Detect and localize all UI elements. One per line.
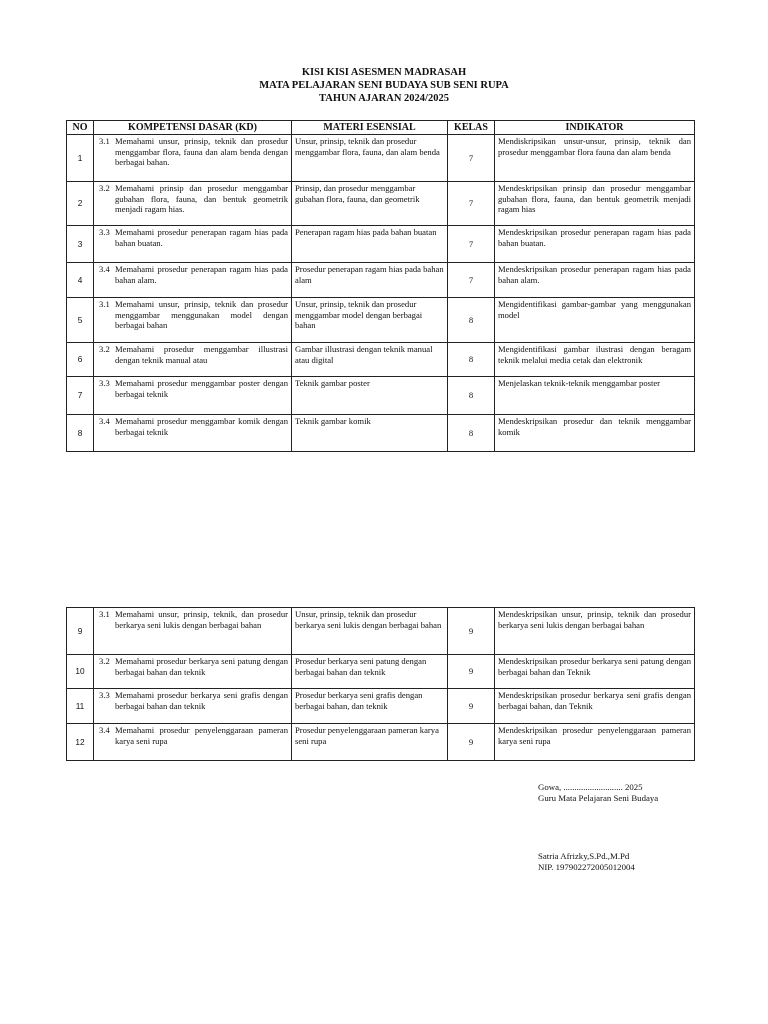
kd-text: Memahami prosedur penyelenggaraan pameran karya seni rupa [115,725,288,746]
materi-cell: Prosedur penyelenggaraan pameran karya seni rupa [292,724,448,761]
materi-cell: Prinsip, dan prosedur menggambar gubahan flora, fauna, dan geometrik [292,182,448,226]
table-row [67,298,695,343]
kelas-cell: 9 [448,655,495,689]
kd-number: 3.2 [99,183,110,193]
kelas-cell: 7 [448,135,495,182]
kd-cell [94,135,292,182]
kelas-cell: 7 [448,182,495,226]
grid-table-page2 [66,607,695,761]
kelas-cell: 9 [448,724,495,761]
table-row [67,182,695,226]
kd-text: Memahami unsur, prinsip, teknik dan prosedur menggambar menggunakan model dengan berbagai bahan [115,299,288,330]
materi-cell: Prosedur berkarya seni patung dengan berbagai bahan dan teknik [292,655,448,689]
kd-number: 3.3 [99,378,110,388]
kd-text: Memahami prinsip dan prosedur menggambar gubahan flora, fauna, dan bentuk geometrik menjadi ragam hias. [115,183,288,214]
kd-text: Memahami unsur, prinsip, teknik dan prosedur menggambar flora, fauna dan alam benda dengan berbagai bahan. [115,136,288,167]
row-number: 10 [67,655,94,689]
kd-cell [94,689,292,724]
document-title: KISI KISI ASESMEN MADRASAH [301,67,467,78]
row-number: 2 [67,182,94,226]
kd-cell [94,724,292,761]
column-header-kd: KOMPETENSI DASAR (KD) [94,121,292,135]
signature-name: Satria Afrizky,S.Pd.,M.Pd [538,851,630,861]
row-number: 1 [67,135,94,182]
kelas-cell: 7 [448,226,495,263]
grid-table-page1 [66,120,695,452]
materi-cell: Teknik gambar poster [292,377,448,415]
kd-number: 3.2 [99,656,110,666]
table-row [67,655,695,689]
materi-cell: Penerapan ragam hias pada bahan buatan [292,226,448,263]
column-header-kelas: KELAS [448,121,495,135]
materi-cell: Prosedur penerapan ragam hias pada bahan alam [292,263,448,298]
kd-cell [94,377,292,415]
kelas-cell: 8 [448,343,495,377]
kd-text: Memahami prosedur menggambar poster dengan berbagai teknik [115,378,288,399]
kd-cell [94,343,292,377]
kd-cell [94,608,292,655]
indikator-cell: Mendeskripsikan unsur, prinsip, teknik dan prosedur berkarya seni lukis dengan berbagai bahan [495,608,695,655]
kd-number: 3.1 [99,299,110,309]
kd-text: Memahami prosedur penerapan ragam hias pada bahan alam. [115,264,288,285]
kd-cell [94,182,292,226]
materi-cell: Prosedur berkarya seni grafis dengan berbagai bahan, dan teknik [292,689,448,724]
document-subject: MATA PELAJARAN SENI BUDAYA SUB SENI RUPA [259,80,509,91]
indikator-cell: Mendeskripsikan prosedur penyelenggaraan pameran karya seni rupa [495,724,695,761]
indikator-cell: Menjelaskan teknik-teknik menggambar poster [495,377,695,415]
signature-nip: NIP. 197902272005012004 [538,862,635,872]
indikator-cell: Mengidentifikasi gambar ilustrasi dengan beragam teknik melalui media cetak dan elektronik [495,343,695,377]
indikator-cell: Mendeskripsikan prosedur penerapan ragam hias pada bahan buatan. [495,226,695,263]
materi-cell: Teknik gambar komik [292,415,448,452]
row-number: 11 [67,689,94,724]
kd-cell [94,263,292,298]
indikator-cell: Mendeskripsikan prosedur berkarya seni grafis dengan berbagai bahan, dan Teknik [495,689,695,724]
table-header-row [67,121,695,135]
kd-cell [94,226,292,263]
kd-number: 3.1 [99,136,110,146]
table-row [67,263,695,298]
kd-number: 3.3 [99,227,110,237]
table-row [67,415,695,452]
indikator-cell: Mendeskripsikan prosedur berkarya seni patung dengan berbagai bahan dan Teknik [495,655,695,689]
row-number: 6 [67,343,94,377]
indikator-cell: Mendiskripsikan unsur-unsur, prinsip, teknik dan prosedur menggambar flora fauna dan alam benda [495,135,695,182]
kelas-cell: 7 [448,263,495,298]
signature-role: Guru Mata Pelajaran Seni Budaya [538,793,659,803]
column-header-indikator: INDIKATOR [495,121,695,135]
document-year: TAHUN AJARAN 2024/2025 [319,93,449,104]
materi-cell: Gambar illustrasi dengan teknik manual atau digital [292,343,448,377]
kd-number: 3.2 [99,344,110,354]
kd-cell [94,298,292,343]
column-header-no: NO [67,121,94,135]
indikator-cell: Mendeskripsikan prosedur dan teknik menggambar komik [495,415,695,452]
table-row [67,724,695,761]
indikator-cell: Mengidentifikasi gambar-gambar yang menggunakan model [495,298,695,343]
kd-cell [94,655,292,689]
table-row [67,226,695,263]
kd-number: 3.4 [99,725,110,735]
kelas-cell: 9 [448,689,495,724]
indikator-cell: Mendeskripsikan prosedur penerapan ragam hias pada bahan alam. [495,263,695,298]
table-row [67,135,695,182]
table-row [67,608,695,655]
row-number: 5 [67,298,94,343]
kd-text: Memahami unsur, prinsip, teknik, dan prosedur berkarya seni lukis dengan berbagai bahan [115,609,288,630]
kd-text: Memahami prosedur berkarya seni grafis dengan berbagai bahan dan teknik [115,690,288,711]
row-number: 8 [67,415,94,452]
kd-number: 3.4 [99,416,110,426]
row-number: 4 [67,263,94,298]
kd-text: Memahami prosedur menggambar komik dengan berbagai teknik [115,416,288,437]
materi-cell: Unsur, prinsip, teknik dan prosedur menggambar flora, fauna, dan alam benda [292,135,448,182]
column-header-materi: MATERI ESENSIAL [292,121,448,135]
row-number: 7 [67,377,94,415]
kd-number: 3.3 [99,690,110,700]
kd-cell [94,415,292,452]
signature-place-date: Gowa, ........................... 2025 [538,782,643,792]
kd-text: Memahami prosedur penerapan ragam hias pada bahan buatan. [115,227,288,248]
kelas-cell: 9 [448,608,495,655]
kd-number: 3.4 [99,264,110,274]
kd-number: 3.1 [99,609,110,619]
kd-text: Memahami prosedur menggambar illustrasi dengan teknik manual atau [115,344,288,365]
indikator-cell: Mendeskripsikan prinsip dan prosedur menggambar gubahan flora, fauna, dan bentuk geometrik menjadi ragam hias [495,182,695,226]
table-row [67,343,695,377]
materi-cell: Unsur, prinsip, teknik dan prosedur berkarya seni lukis dengan berbagai bahan [292,608,448,655]
row-number: 3 [67,226,94,263]
row-number: 9 [67,608,94,655]
row-number: 12 [67,724,94,761]
materi-cell: Unsur, prinsip, teknik dan prosedur menggambar model dengan berbagai bahan [292,298,448,343]
kelas-cell: 8 [448,377,495,415]
table-row [67,689,695,724]
table-row [67,377,695,415]
kd-text: Memahami prosedur berkarya seni patung dengan berbagai bahan dan teknik [115,656,288,677]
kelas-cell: 8 [448,298,495,343]
kelas-cell: 8 [448,415,495,452]
